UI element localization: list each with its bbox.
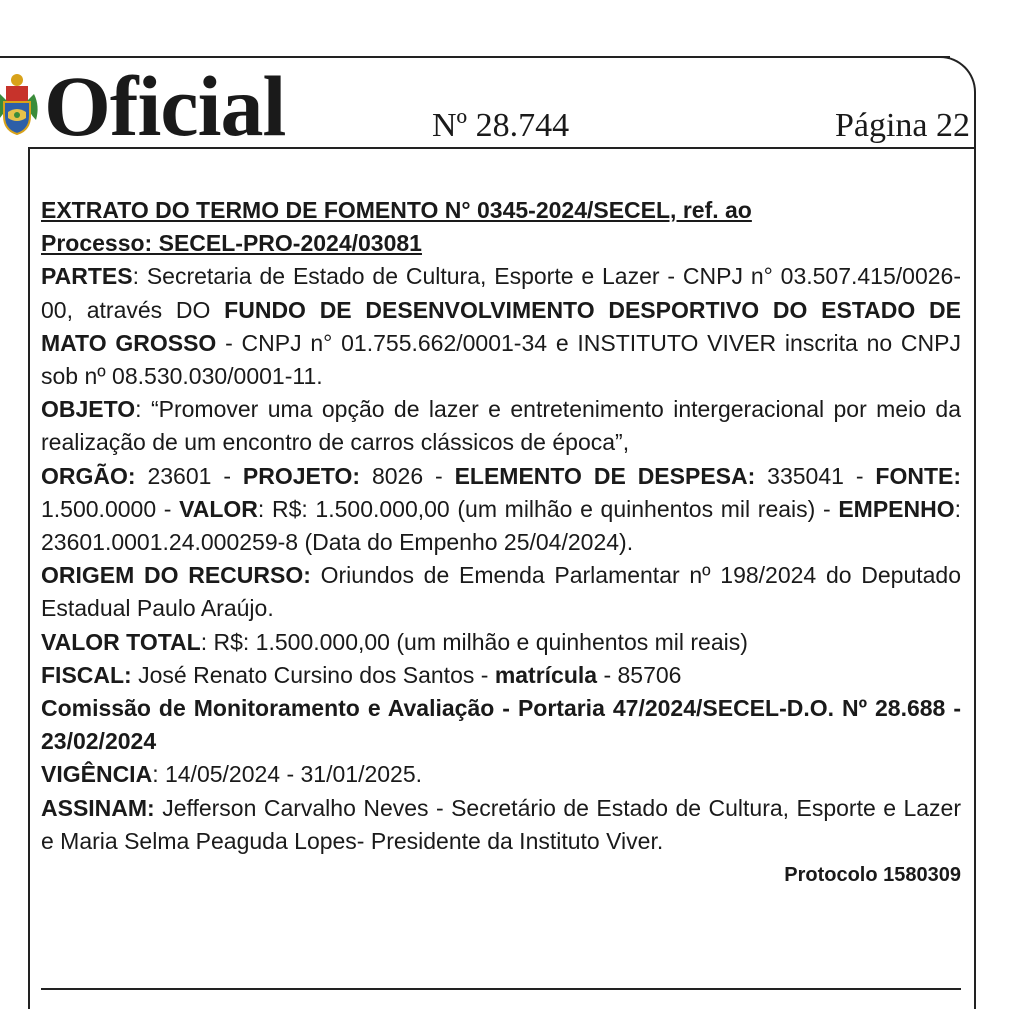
partes-label: PARTES (41, 263, 133, 290)
assinam-value: Jefferson Carvalho Neves - Secretário de Estado de Cultura, Esporte e Lazer e Maria Selma Peaguda Lopes- Presidente da Instituto Viver. (41, 794, 961, 854)
comissao-text: Comissão de Monitoramento e Avaliação - Portaria 47/2024/SECEL-D.O. Nº 28.688 - 23/02/2024 (41, 695, 961, 755)
protocol-number: Protocolo 1580309 (784, 864, 961, 887)
matricula-value: - 85706 (597, 661, 682, 688)
partes-bold: FUNDO DE DESENVOLVIMENTO DESPORTIVO DO ESTADO DE MATO GROSSO (41, 296, 961, 356)
frame-left-border (28, 148, 30, 1009)
valor-total-value: : R$: 1.500.000,00 (um milhão e quinhentos mil reais) (200, 628, 748, 655)
valor-label: VALOR (179, 495, 258, 522)
orgao-value: 23601 - (135, 462, 243, 489)
partes-text2: - CNPJ n° 01.755.662/0001-34 e INSTITUTO VIVER inscrita no CNPJ sob nº 08.530.030/0001-11. (41, 329, 961, 390)
vigencia-paragraph (41, 758, 961, 791)
extract-content (41, 194, 961, 890)
fonte-value: 1.500.0000 - (41, 495, 180, 522)
vigencia-label: VIGÊNCIA (41, 761, 153, 788)
origem-label: ORIGEM DO RECURSO: (41, 562, 311, 589)
comissao-paragraph (41, 692, 961, 758)
coat-of-arms-icon (0, 72, 42, 138)
empenho-label: EMPENHO (838, 495, 955, 522)
valor-total-label: VALOR TOTAL (41, 628, 201, 655)
issue-number: Nº 28.744 (432, 107, 570, 144)
extract-title-line2: Processo: SECEL-PRO-2024/03081 (41, 230, 422, 257)
partes-text1: : Secretaria de Estado de Cultura, Esporte e Lazer - CNPJ n° 03.507.415/0026-00, através DO (41, 263, 961, 323)
origem-value: Oriundos de Emenda Parlamentar nº 198/2024 do Deputado Estadual Paulo Araújo. (41, 562, 961, 622)
assinam-label: ASSINAM: (41, 794, 155, 821)
empenho-value: : 23601.0001.24.000259-8 (Data do Empenho 25/04/2024). (41, 495, 961, 556)
valor-value: : R$: 1.500.000,00 (um milhão e quinhentos mil reais) - (257, 495, 839, 522)
objeto-text: : “Promover uma opção de lazer e entretenimento intergeracional por meio da realização de um encontro de carros clássicos de época”, (41, 396, 961, 456)
projeto-value: 8026 - (360, 462, 455, 489)
projeto-label: PROJETO: (242, 462, 361, 489)
elemento-label: ELEMENTO DE DESPESA: (454, 462, 756, 489)
fonte-label: FONTE: (875, 462, 961, 489)
orgao-label: ORGÃO: (41, 462, 136, 489)
extract-title (41, 194, 961, 260)
partes-paragraph (41, 260, 961, 393)
assinam-paragraph (41, 792, 961, 858)
fiscal-value: José Renato Cursino dos Santos - (131, 661, 495, 688)
vigencia-value: : 14/05/2024 - 31/01/2025. (152, 761, 423, 788)
extract-title-line1: EXTRATO DO TERMO DE FOMENTO N° 0345-2024/SECEL, ref. ao (41, 197, 752, 223)
page-number: Página 22 (834, 107, 970, 144)
frame-right-border (974, 110, 976, 1009)
origem-paragraph (41, 559, 961, 625)
objeto-paragraph (41, 393, 961, 459)
masthead-title: Oficial (44, 58, 286, 154)
matricula-label: matrícula (494, 661, 598, 688)
frame-rounded-corner (920, 56, 976, 112)
objeto-label: OBJETO (41, 396, 136, 423)
valor-total-paragraph (41, 626, 961, 659)
elemento-value: 335041 - (755, 462, 876, 489)
fiscal-label: FISCAL: (41, 661, 132, 688)
fiscal-paragraph (41, 659, 961, 692)
bottom-rule (41, 988, 961, 990)
orgao-paragraph (41, 460, 961, 560)
